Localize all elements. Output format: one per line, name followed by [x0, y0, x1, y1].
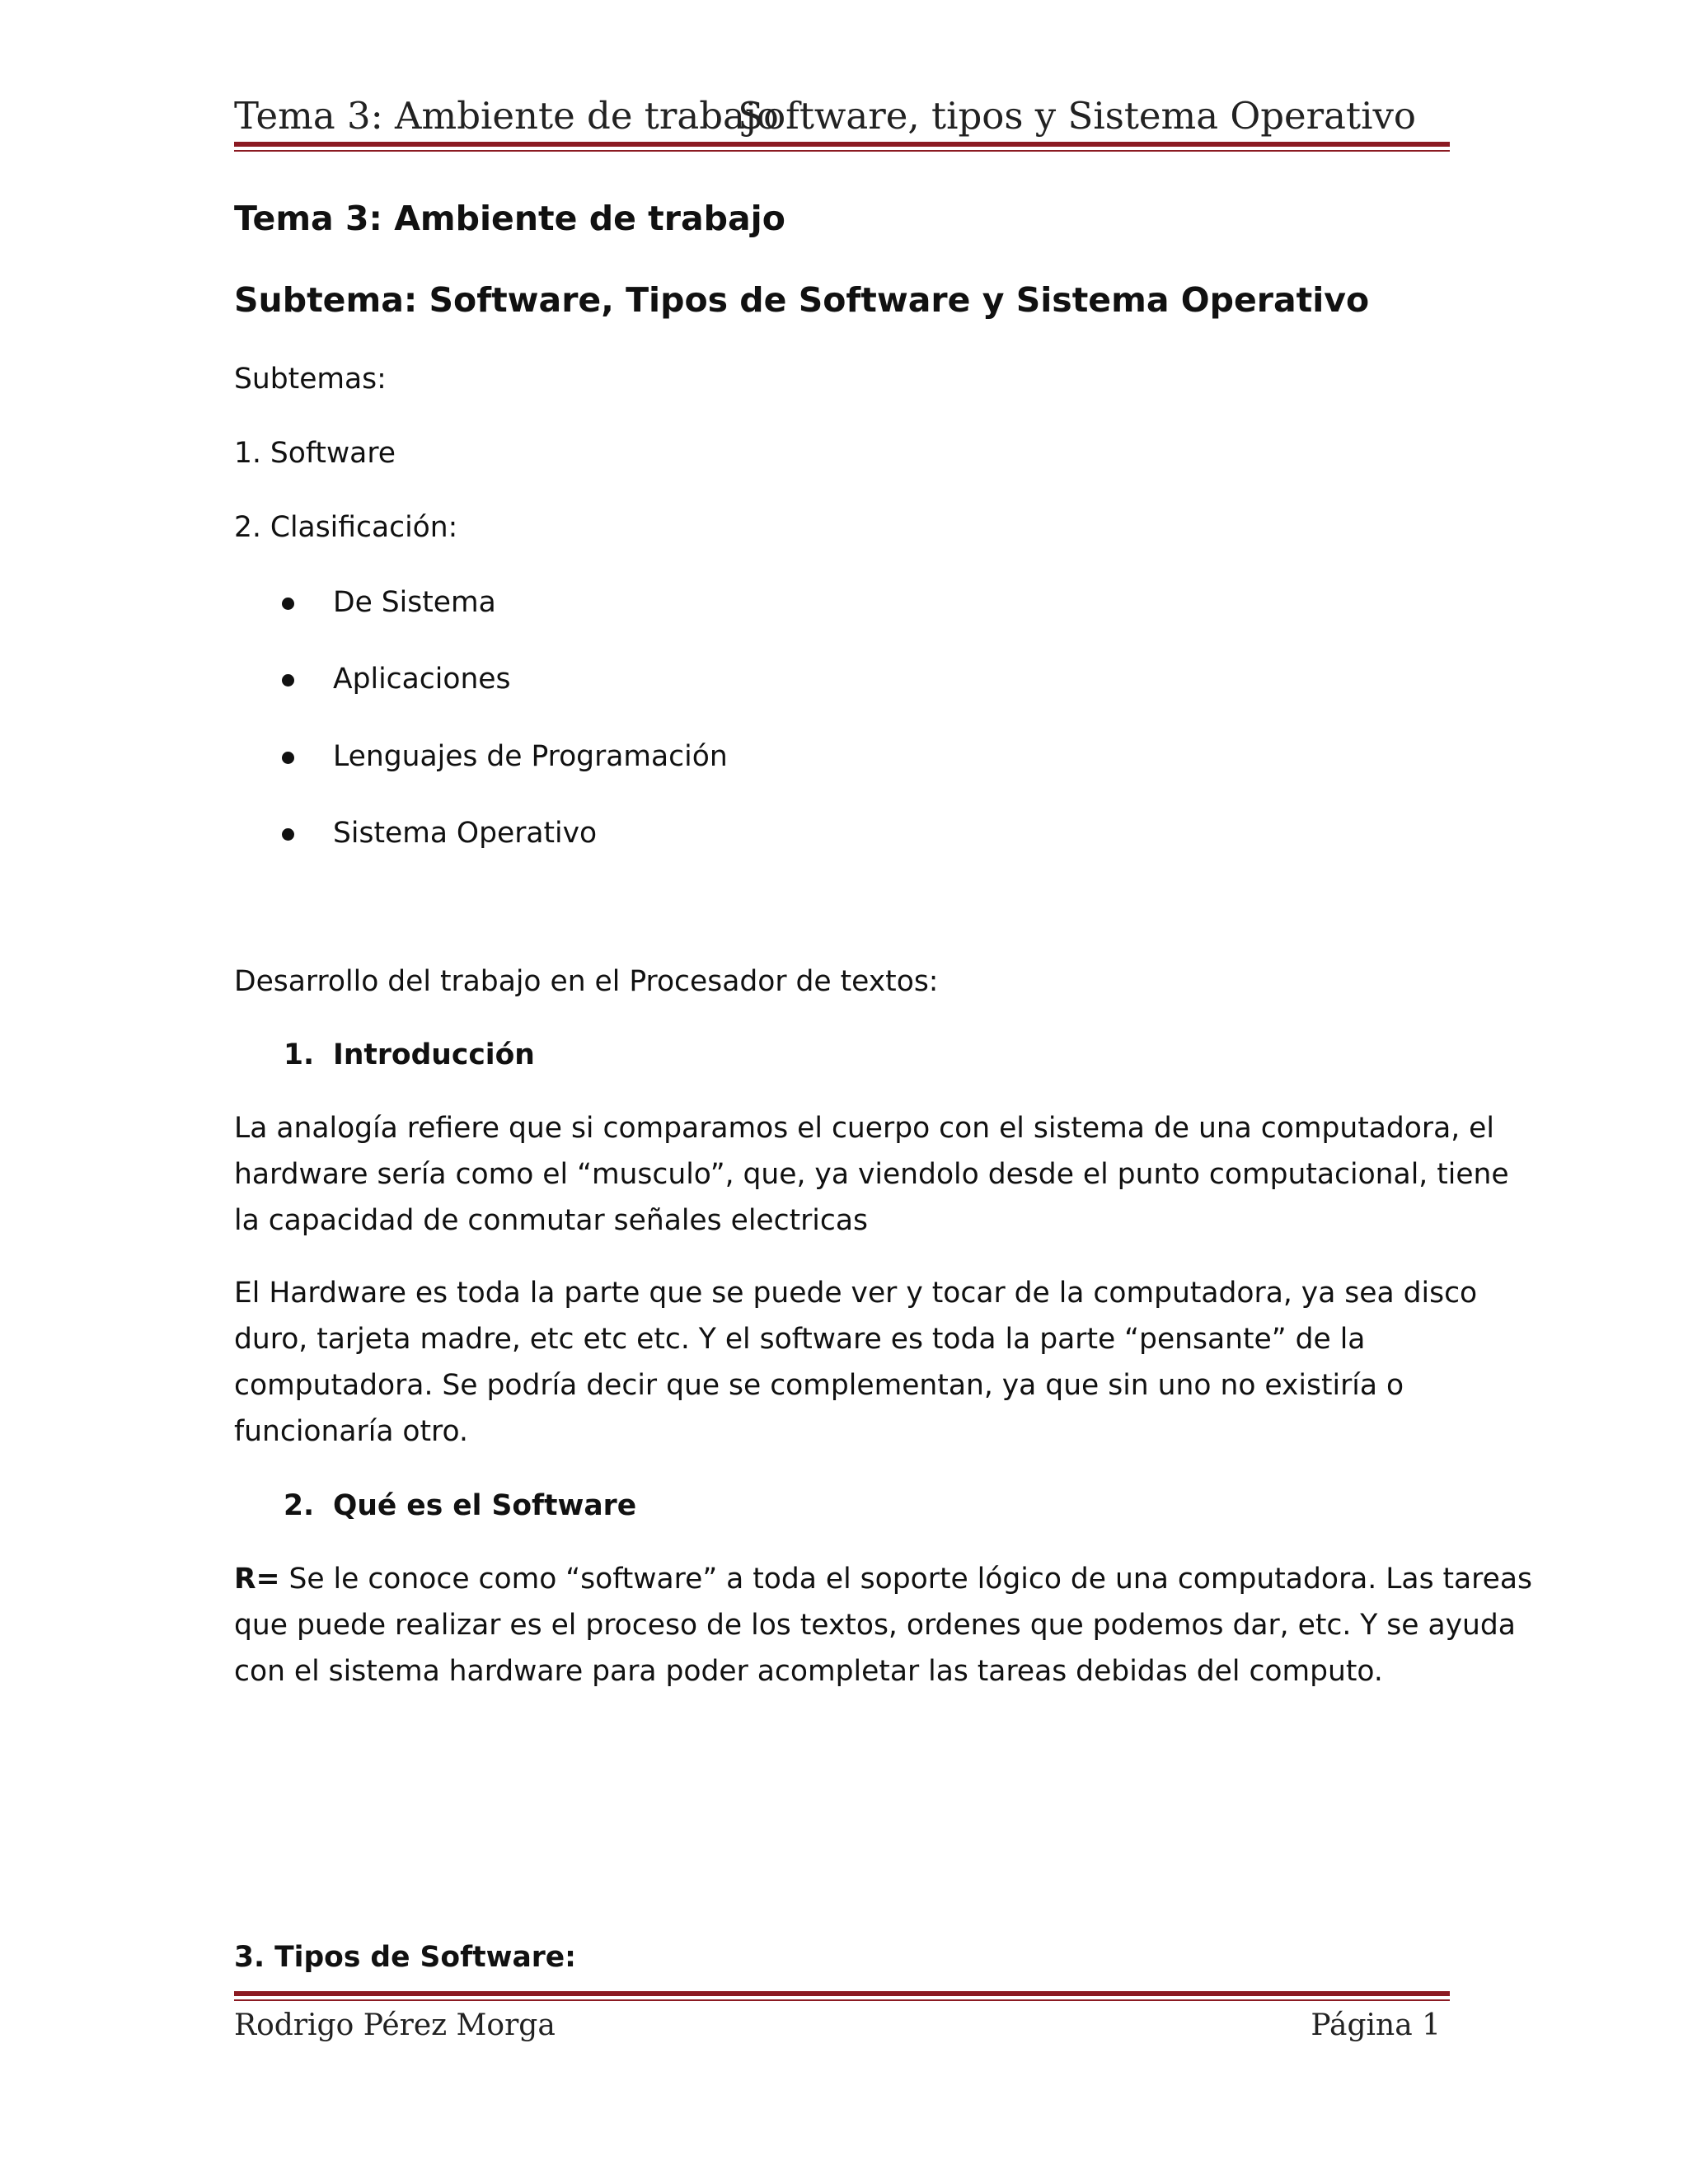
- bullet-item: Sistema Operativo: [333, 817, 598, 850]
- paragraph-line: la capacidad de conmutar señales electricas: [234, 1204, 868, 1237]
- header-rule-thin: [234, 150, 1450, 152]
- bullet-icon: [282, 674, 294, 687]
- header-subtopic: Software, tipos y Sistema Operativo: [738, 94, 1416, 138]
- paragraph-line: El Hardware es toda la parte que se puede ver y tocar de la computadora, ya sea disco: [234, 1277, 1478, 1310]
- bullet-icon: [282, 598, 294, 610]
- paragraph-line: que puede realizar es el proceso de los textos, ordenes que podemos dar, etc. Y se ayuda: [234, 1609, 1516, 1642]
- subtemas-label: Subtemas:: [234, 363, 387, 396]
- paragraph-line: computadora. Se podría decir que se complementan, ya que sin uno no existiría o: [234, 1369, 1404, 1402]
- header-topic: Tema 3: Ambiente de trabajo: [234, 94, 779, 138]
- footer-page-number: Página 1: [1311, 2008, 1441, 2042]
- bullet-item: De Sistema: [333, 586, 496, 619]
- desarrollo-heading: Desarrollo del trabajo en el Procesador de textos:: [234, 965, 939, 998]
- bullet-item: Aplicaciones: [333, 663, 511, 696]
- page-title: Tema 3: Ambiente de trabajo: [234, 199, 785, 238]
- bullet-icon: [282, 828, 294, 841]
- answer-line: [234, 1565, 1532, 1594]
- section-number: 2.: [284, 1489, 315, 1522]
- footer-rule-thin: [234, 1999, 1450, 2001]
- section-title: Qué es el Software: [333, 1489, 637, 1522]
- paragraph-line: funcionaría otro.: [234, 1415, 468, 1448]
- paragraph-line: La analogía refiere que si comparamos el cuerpo con el sistema de una computadora, el: [234, 1112, 1494, 1145]
- section-number: 1.: [284, 1038, 315, 1071]
- bullet-item: Lenguajes de Programación: [333, 740, 728, 773]
- subtema-item: 2. Clasificación:: [234, 511, 458, 544]
- section-heading-que-es-software: [284, 1489, 637, 1522]
- paragraph-line: hardware sería como el “musculo”, que, ya viendolo desde el punto computacional, tiene: [234, 1158, 1509, 1191]
- answer-text: Se le conoce como “software” a toda el soporte lógico de una computadora. Las tareas: [279, 1563, 1532, 1596]
- footer-rule-thick: [234, 1991, 1450, 1996]
- section-heading-introduccion: [284, 1038, 535, 1071]
- paragraph-line: con el sistema hardware para poder acompletar las tareas debidas del computo.: [234, 1655, 1383, 1688]
- paragraph-line: duro, tarjeta madre, etc etc etc. Y el software es toda la parte “pensante” de la: [234, 1323, 1366, 1356]
- subtema-item: 1. Software: [234, 437, 396, 470]
- bullet-icon: [282, 752, 294, 764]
- answer-label: R=: [234, 1563, 280, 1596]
- footer-author: Rodrigo Pérez Morga: [234, 2008, 556, 2042]
- section-title: Introducción: [333, 1038, 535, 1071]
- header-rule-thick: [234, 142, 1450, 147]
- page-subtitle: Subtema: Software, Tipos de Software y Sistema Operativo: [234, 280, 1370, 320]
- section-heading-tipos: 3. Tipos de Software:: [234, 1941, 576, 1974]
